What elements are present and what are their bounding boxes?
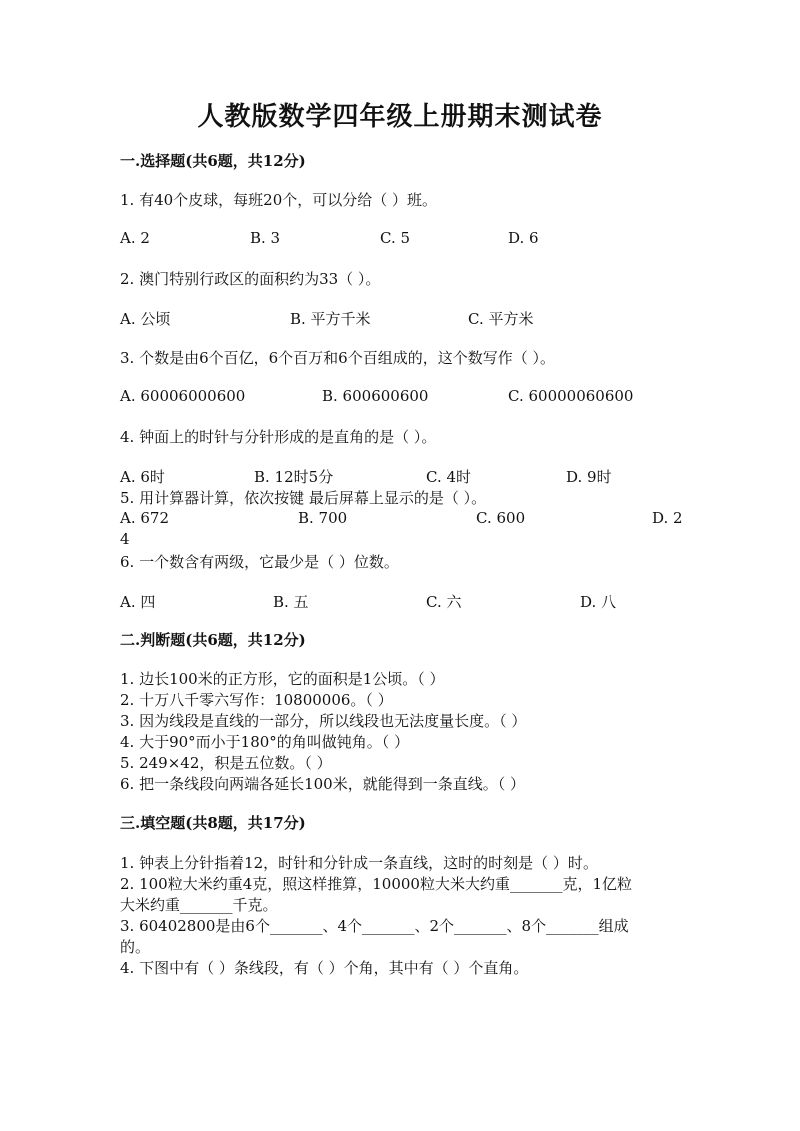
option-c: C. 600	[476, 509, 526, 527]
option-d: D. 9时	[566, 468, 612, 486]
option-c: C. 平方米	[468, 310, 534, 328]
list-item: 3. 60402800是由6个_______、4个_______、2个_______、8个_______组成	[120, 917, 629, 935]
list-item: 5. 249×42，积是五位数。（ ）	[120, 754, 332, 772]
section-heading-fill: 三.填空题(共8题，共17分)	[120, 814, 306, 832]
option-d-wrap: 4	[120, 530, 130, 548]
option-b: B. 700	[298, 509, 348, 527]
list-item: 1. 边长100米的正方形，它的面积是1公顷。（ ）	[120, 670, 445, 688]
option-b: B. 12时5分	[254, 468, 334, 486]
option-b: B. 600600600	[322, 387, 429, 405]
page-title: 人教版数学四年级上册期末测试卷	[197, 102, 603, 132]
list-item: 4. 大于90°而小于180°的角叫做钝角。（ ）	[120, 733, 410, 751]
list-item-continued: 大米约重_______千克。	[120, 896, 278, 914]
option-b: B. 五	[273, 593, 309, 611]
list-item-continued: 的。	[120, 938, 151, 956]
option-b: B. 平方千米	[290, 310, 371, 328]
option-a: A. 公顷	[120, 310, 171, 328]
list-item: 2. 十万八千零六写作：10800006。（ ）	[120, 691, 393, 709]
list-item: 3. 因为线段是直线的一部分，所以线段也无法度量长度。（ ）	[120, 712, 527, 730]
option-a: A. 6时	[120, 468, 165, 486]
option-a: A. 2	[120, 229, 150, 247]
option-d: D. 6	[508, 229, 539, 247]
option-a: A. 四	[120, 593, 156, 611]
option-d: D. 2	[652, 509, 683, 527]
option-b: B. 3	[250, 229, 281, 247]
list-item: 2. 100粒大米约重4克，照这样推算，10000粒大米大约重_______克，1亿粒	[120, 875, 633, 893]
section-heading-choice: 一.选择题(共6题，共12分)	[120, 152, 306, 170]
section-heading-judge: 二.判断题(共6题，共12分)	[120, 631, 306, 649]
question-stem: 6. 一个数含有两级，它最少是（ ）位数。	[120, 553, 399, 571]
question-stem: 3. 个数是由6个百亿，6个百万和6个百组成的，这个数写作（ ）。	[120, 349, 555, 367]
option-c: C. 六	[426, 593, 462, 611]
list-item: 6. 把一条线段向两端各延长100米，就能得到一条直线。（ ）	[120, 775, 525, 793]
question-stem: 1. 有40个皮球，每班20个，可以分给（ ）班。	[120, 191, 438, 209]
option-d: D. 八	[580, 593, 617, 611]
list-item: 4. 下图中有（ ）条线段，有（ ）个角，其中有（ ）个直角。	[120, 959, 529, 977]
question-stem: 5. 用计算器计算，依次按键 最后屏幕上显示的是（ ）。	[120, 489, 487, 507]
option-c: C. 60000060600	[508, 387, 634, 405]
option-a: A. 672	[120, 509, 169, 527]
question-stem: 4. 钟面上的时针与分针形成的是直角的是（ ）。	[120, 428, 437, 446]
option-c: C. 5	[380, 229, 411, 247]
option-c: C. 4时	[426, 468, 472, 486]
list-item: 1. 钟表上分针指着12，时针和分针成一条直线，这时的时刻是（ ）时。	[120, 854, 598, 872]
question-stem: 2. 澳门特别行政区的面积约为33（ ）。	[120, 270, 381, 288]
option-a: A. 60006000600	[120, 387, 246, 405]
